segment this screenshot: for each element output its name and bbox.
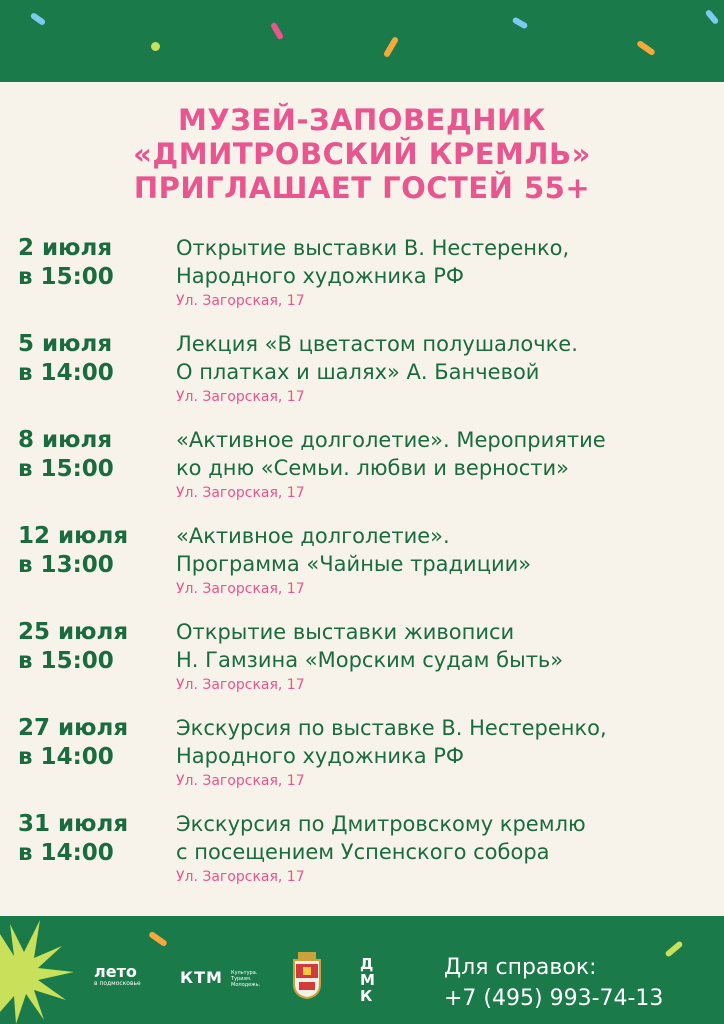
event-address: Ул. Загорская, 17 — [176, 581, 305, 597]
event-item — [0, 618, 724, 714]
confetti-decoration — [705, 9, 720, 25]
event-item — [0, 426, 724, 522]
coat-of-arms-icon — [290, 950, 324, 1000]
event-description — [176, 714, 607, 770]
event-day: 5 июля — [18, 331, 113, 357]
event-day: 27 июля — [18, 715, 129, 741]
confetti-decoration — [383, 36, 399, 58]
contact-label: Для справок: — [444, 955, 597, 980]
event-date — [18, 810, 128, 868]
title-line-1: МУЗЕЙ-ЗАПОВЕДНИК — [178, 103, 546, 137]
event-description — [176, 234, 569, 290]
event-description — [176, 810, 586, 866]
starburst-decoration — [0, 916, 80, 1024]
events-list — [0, 234, 724, 906]
confetti-decoration — [636, 40, 656, 56]
confetti-decoration — [512, 16, 529, 29]
event-description-line: «Активное долголетие». — [176, 524, 450, 548]
event-date — [18, 618, 128, 676]
title-line-3: ПРИГЛАШАЕТ ГОСТЕЙ 55+ — [133, 171, 591, 205]
event-time: в 15:00 — [18, 264, 114, 290]
event-day: 31 июля — [18, 811, 129, 837]
confetti-decoration — [664, 940, 683, 957]
event-address: Ул. Загорская, 17 — [176, 869, 305, 885]
page-title — [0, 103, 724, 205]
event-date — [18, 330, 114, 388]
ktm-logo-sub: Культура. Туризм. Молодежь. — [231, 969, 261, 988]
event-address: Ул. Загорская, 17 — [176, 293, 305, 309]
event-description-line: Н. Гамзина «Морским судам быть» — [176, 648, 564, 672]
dot-decoration — [151, 42, 160, 51]
contact-phone[interactable]: +7 (495) 993-74-13 — [444, 986, 664, 1011]
event-description-line: «Активное долголетие». Мероприятие — [176, 428, 606, 452]
event-description-line: Открытие выставки живописи — [176, 620, 515, 644]
event-description-line: Экскурсия по Дмитровскому кремлю — [176, 812, 586, 836]
event-address: Ул. Загорская, 17 — [176, 773, 305, 789]
event-description — [176, 618, 563, 674]
event-description-line: ко дню «Семьи. любви и верности» — [176, 456, 570, 480]
event-description-line: Народного художника РФ — [176, 744, 464, 768]
event-address: Ул. Загорская, 17 — [176, 485, 305, 501]
confetti-decoration — [30, 12, 47, 26]
event-date — [18, 714, 128, 772]
event-description — [176, 522, 531, 578]
confetti-decoration — [148, 931, 168, 947]
event-day: 25 июля — [18, 619, 129, 645]
event-description-line: О платках и шалях» А. Банчевой — [176, 360, 540, 384]
dmk-logo-text: ДМК — [360, 955, 375, 1005]
event-description-line: Экскурсия по выставке В. Нестеренко, — [176, 716, 607, 740]
event-day: 2 июля — [18, 235, 113, 261]
event-description-line: Лекция «В цветастом полушалочке. — [176, 332, 578, 356]
event-date — [18, 426, 114, 484]
event-time: в 14:00 — [18, 840, 114, 866]
event-item — [0, 714, 724, 810]
dmk-logo — [360, 956, 400, 1004]
event-description — [176, 330, 578, 386]
leto-logo-sub: в подмосковье — [94, 980, 141, 987]
event-date — [18, 522, 128, 580]
event-item — [0, 810, 724, 906]
event-date — [18, 234, 114, 292]
event-time: в 15:00 — [18, 456, 114, 482]
event-item — [0, 522, 724, 618]
event-time: в 15:00 — [18, 648, 114, 674]
event-time: в 13:00 — [18, 552, 114, 578]
contact-info — [444, 952, 663, 1014]
leto-logo — [94, 964, 141, 988]
event-item — [0, 330, 724, 426]
event-address: Ул. Загорская, 17 — [176, 677, 305, 693]
event-description-line: Открытие выставки В. Нестеренко, — [176, 236, 570, 260]
ktm-logo — [180, 968, 261, 988]
event-description-line: Программа «Чайные традиции» — [176, 552, 532, 576]
event-description — [176, 426, 606, 482]
event-address: Ул. Загорская, 17 — [176, 389, 305, 405]
event-time: в 14:00 — [18, 360, 114, 386]
event-day: 8 июля — [18, 427, 113, 453]
leto-logo-main: лето — [94, 962, 137, 981]
confetti-decoration — [270, 22, 284, 41]
event-description-line: Народного художника РФ — [176, 264, 464, 288]
top-banner — [0, 0, 724, 82]
ktm-logo-main: КТМ — [180, 968, 223, 987]
event-description-line: с посещением Успенского собора — [176, 840, 550, 864]
event-time: в 14:00 — [18, 744, 114, 770]
event-item — [0, 234, 724, 330]
title-line-2: «ДМИТРОВСКИЙ КРЕМЛЬ» — [133, 137, 591, 171]
event-day: 12 июля — [18, 523, 129, 549]
